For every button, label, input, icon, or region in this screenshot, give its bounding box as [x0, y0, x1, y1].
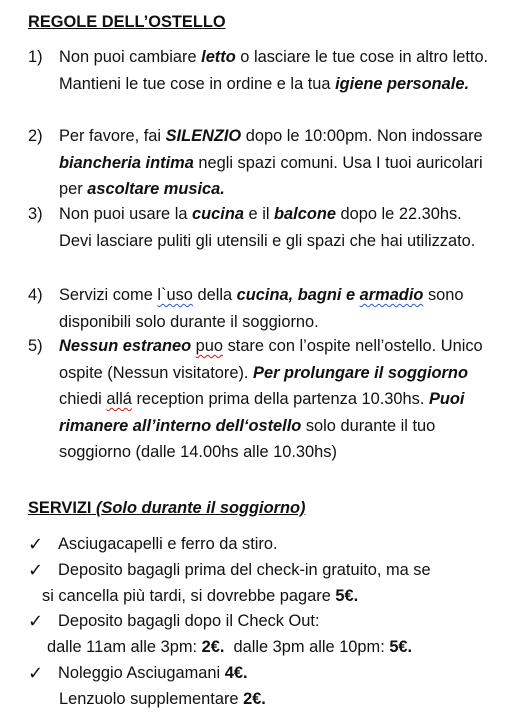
price: 5€.	[335, 587, 359, 605]
services-subtitle: (Solo durante il soggiorno)	[96, 499, 306, 517]
service-text-part: si cancella più tardi, si dovrebbe pagare	[42, 587, 336, 605]
rule-text-part: solo durante il tuo soggiorno (dalle 14.00hs alle 10.30hs)	[59, 416, 436, 461]
rule-text-part: della	[192, 286, 237, 304]
price: 5€.	[389, 638, 413, 656]
rule-number: 3)	[28, 205, 43, 223]
flagged-word: l`uso	[157, 286, 193, 304]
service-text: Asciugacapelli e ferro da stiro.	[58, 535, 278, 553]
rule-text	[59, 201, 491, 254]
flagged-word: puo	[195, 337, 224, 355]
price: 2€.	[201, 638, 225, 656]
emphasis-text: Per prolungare il soggiorno	[253, 363, 468, 382]
rule-text	[59, 123, 491, 203]
checkmark-icon: ✓	[28, 560, 44, 580]
rule-text-part: chiedi	[59, 390, 107, 408]
rule-text-part: dopo le 22.30hs. Devi lasciare puliti gli utensili e gli spazi che hai utilizzato.	[59, 205, 476, 250]
services-heading	[28, 495, 305, 522]
emphasis-text: biancheria intima	[59, 153, 194, 172]
rule-text-part: negli spazi comuni. Usa I tuoi auricolari per	[59, 153, 483, 198]
rule-number: 4)	[28, 286, 43, 304]
service-text-part: Lenzuolo supplementare	[59, 690, 244, 708]
service-text-part: Noleggio Asciugamani	[58, 664, 225, 682]
price: 4€.	[224, 664, 248, 682]
emphasis-text: SILENZIO	[165, 127, 242, 145]
rule-text-part: stare con l’ospite nell’ostello. Unico ospite (Nessun visitatore).	[59, 337, 483, 382]
emphasis-text: cucina	[192, 205, 244, 223]
rule-text-part: Non puoi usare la	[59, 205, 193, 223]
emphasis-text: Nessun estraneo	[59, 337, 192, 355]
emphasis-text: ascoltare musica.	[87, 180, 225, 198]
service-text: Deposito bagagli prima del check-in gratuito, ma se	[58, 561, 431, 579]
rules-heading: REGOLE DELL’OSTELLO	[28, 13, 226, 31]
rule-text-part: dopo le 10:00pm. Non indossare	[241, 127, 483, 145]
emphasis-text: igiene personale.	[335, 74, 469, 93]
rule-text-part: reception prima della partenza 10.30hs.	[131, 390, 429, 408]
rule-text-part: o lasciare le tue cose in altro letto. Mantieni le tue cose in ordine e la tua	[59, 48, 489, 93]
emphasis-text: Puoi rimanere all’interno dell‘ostello	[59, 390, 465, 435]
rule-number: 1)	[28, 48, 43, 66]
rule-text-part: Servizi come	[59, 286, 158, 304]
service-text-cont	[47, 634, 412, 661]
emphasis-text: letto	[201, 48, 236, 66]
service-text	[58, 660, 248, 687]
service-text: Deposito bagagli dopo il Check Out:	[58, 612, 320, 630]
checkmark-icon: ✓	[28, 534, 44, 554]
checkmark-icon: ✓	[28, 611, 44, 631]
services-title: SERVIZI	[28, 499, 92, 517]
rule-text	[59, 282, 491, 335]
service-text-part: dalle 3pm alle 10pm:	[224, 638, 390, 656]
rule-number: 2)	[28, 127, 43, 145]
price: 2€.	[243, 690, 266, 708]
rule-text-part: e il	[243, 205, 275, 223]
service-text-cont	[42, 583, 358, 610]
flagged-word: allá	[106, 390, 132, 408]
rule-text	[59, 44, 491, 97]
rule-number: 5)	[28, 337, 43, 355]
service-item-sheets	[59, 686, 266, 713]
service-text-part: dalle 11am alle 3pm:	[47, 638, 202, 656]
rule-text-part: Non puoi cambiare	[59, 48, 202, 66]
rule-text-part: sono disponibili solo durante il soggiorno.	[59, 286, 464, 331]
rule-text	[59, 333, 491, 466]
emphasis-text: cucina, bagni e	[236, 286, 360, 304]
emphasis-text: armadio	[359, 286, 424, 304]
emphasis-text: balcone	[274, 205, 336, 223]
checkmark-icon: ✓	[28, 663, 44, 683]
rule-text-part: Per favore, fai	[59, 127, 166, 145]
